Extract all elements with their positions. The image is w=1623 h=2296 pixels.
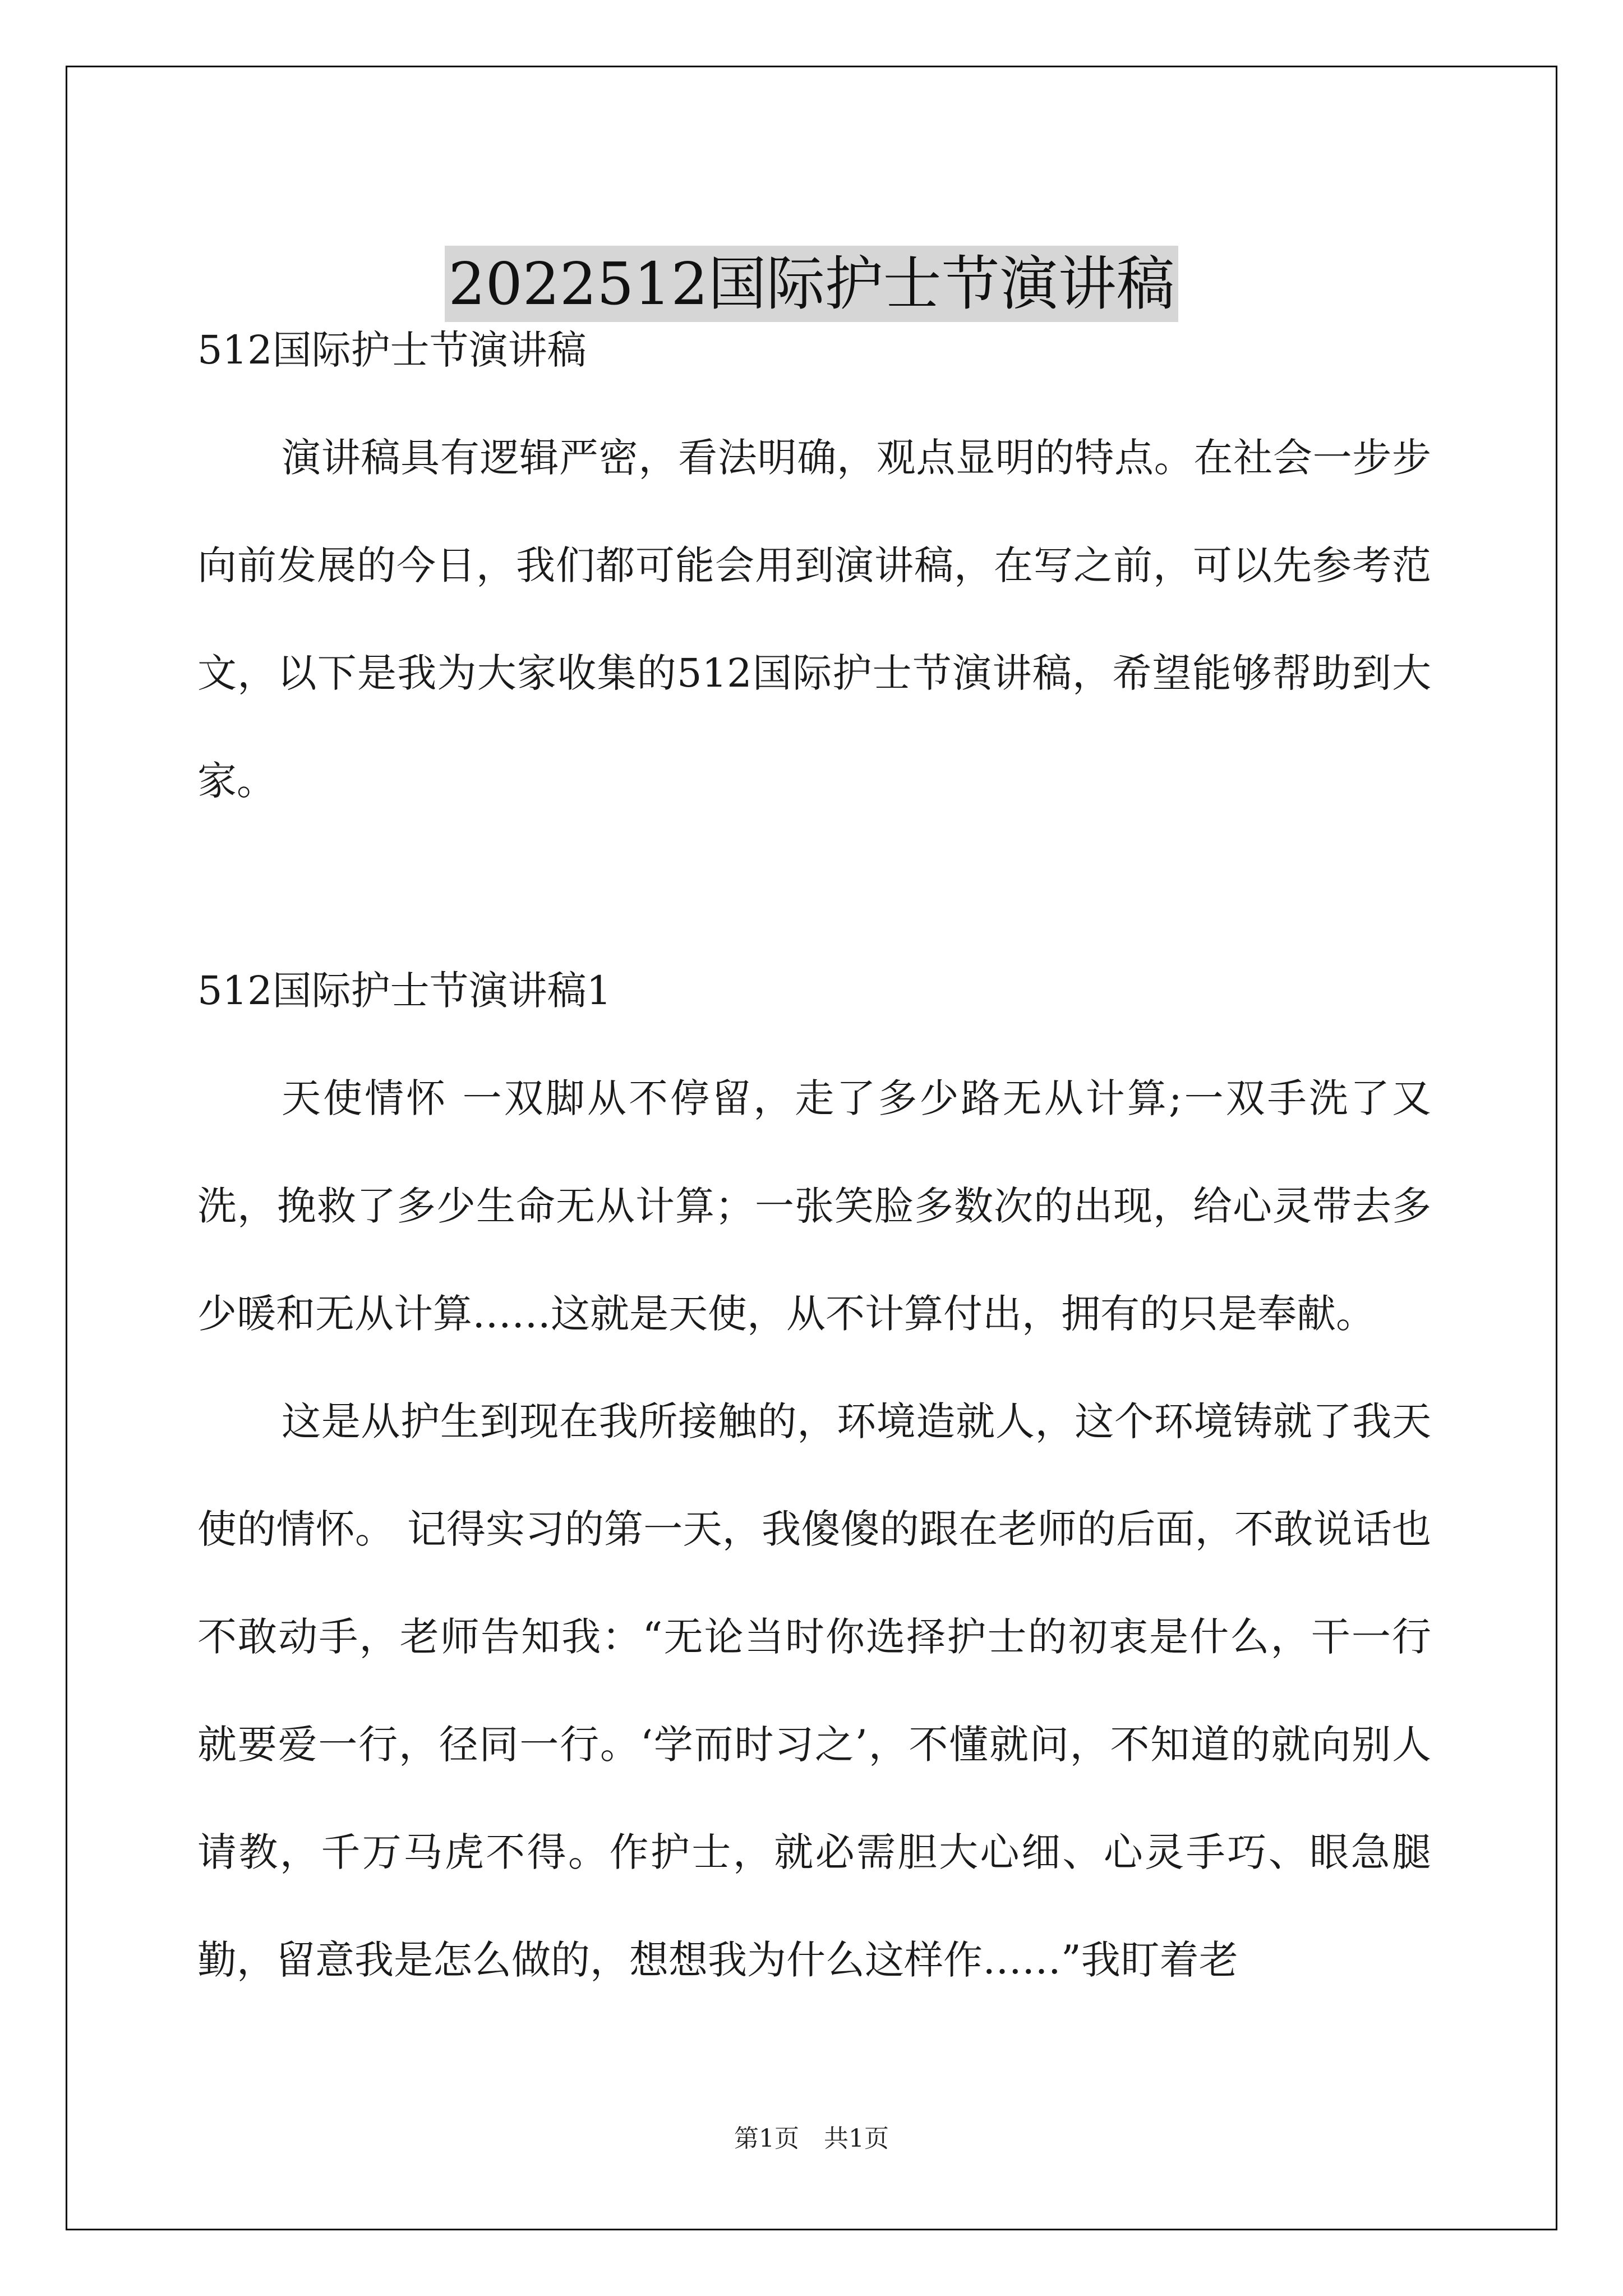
document-title: 2022512国际护士节演讲稿 bbox=[445, 246, 1178, 322]
speech-paragraph-1: 天使情怀 一双脚从不停留，走了多少路无从计算;一双手洗了又洗，挽救了多少生命无从计算；一张笑脸多数次的出现，给心灵带去多少暖和无从计算……这就是天使，从不计算付出，拥有的只是奉献。 bbox=[197, 1075, 1431, 1337]
section-heading-intro: 512国际护士节演讲稿 bbox=[197, 327, 587, 373]
document-body bbox=[197, 307, 1431, 2014]
section-heading-speech-1: 512国际护士节演讲稿1 bbox=[197, 968, 612, 1014]
intro-paragraph: 演讲稿具有逻辑严密，看法明确，观点显明的特点。在社会一步步向前发展的今日，我们都可能会用到演讲稿，在写之前，可以先参考范文，以下是我为大家收集的512国际护士节演讲稿，希望能够帮助到大家。 bbox=[197, 435, 1431, 804]
page-footer: 第1页 共1页 bbox=[734, 2124, 889, 2153]
speech-paragraph-2: 这是从护生到现在我所接触的，环境造就人，这个环境铸就了我天使的情怀。 记得实习的第一天，我傻傻的跟在老师的后面，不敢说话也不敢动手，老师告知我：“无论当时你选择护士的初衷是什么，干一行就要爱一行，径同一行。‘学而时习之’，不懂就问，不知道的就向别人请教，千万马虎不得。作护士，就必需胆大心细、心灵手巧、眼急腿勤，留意我是怎么做的，想想我为什么这样作……”我盯着老 bbox=[197, 1398, 1431, 1983]
